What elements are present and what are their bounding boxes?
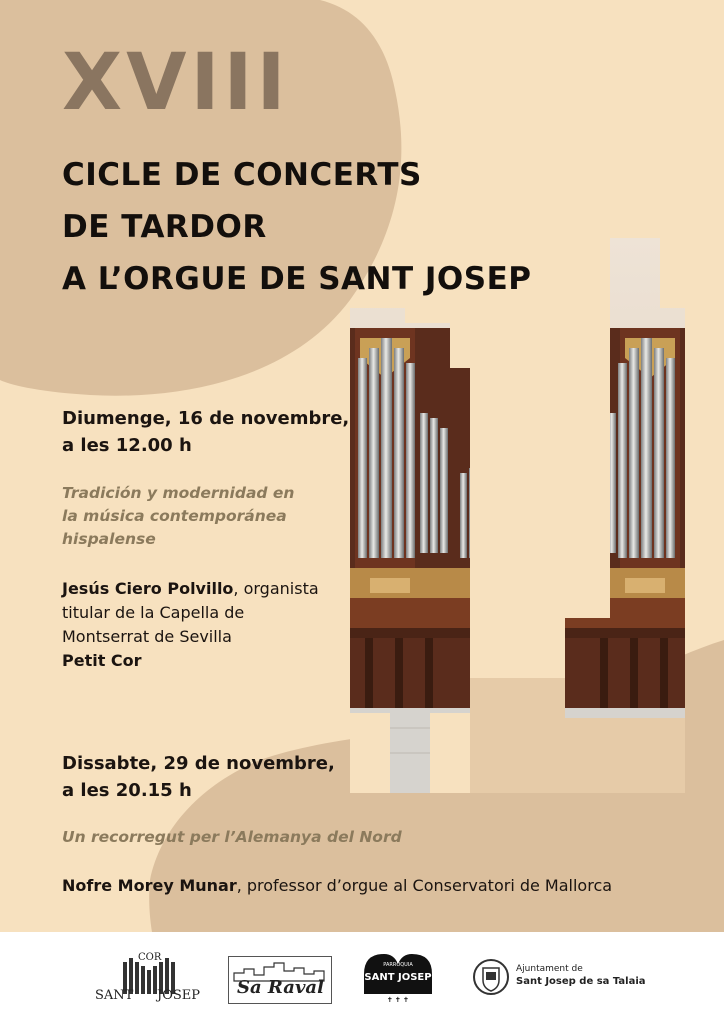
concert-2-performer-line xyxy=(62,874,682,898)
concert-1-date-line-2: a les 12.00 h xyxy=(62,435,192,456)
title-line-3: A L’ORGUE DE SANT JOSEP xyxy=(62,261,532,297)
ajuntament-line-2: Sant Josep de sa Talaia xyxy=(516,976,646,987)
edition-number: XVIII xyxy=(62,38,290,128)
concert-2-performer-name: Nofre Morey Munar xyxy=(62,876,237,895)
concert-1-performer-role-1: , organista xyxy=(233,579,319,598)
parroquia-sant-josep-logo xyxy=(362,950,442,1010)
concert-1-performer-role-2: titular de la Capella de xyxy=(62,603,245,622)
cor-logo-top: COR xyxy=(138,952,162,963)
sponsor-footer xyxy=(0,932,724,1024)
concert-1-date-line-1: Diumenge, 16 de novembre, xyxy=(62,408,350,429)
concert-1-program-line-1: Tradición y modernidad en xyxy=(62,484,295,502)
title-line-1: CICLE DE CONCERTS xyxy=(62,157,422,193)
concert-1-performer-line-1 xyxy=(62,577,352,601)
concert-2-program xyxy=(62,826,562,849)
concert-1-performers xyxy=(62,577,352,673)
ajuntament-line-1: Ajuntament de xyxy=(516,964,583,974)
parroquia-label: PARRÒQUIA xyxy=(383,962,413,968)
sa-raval-logo xyxy=(228,956,332,1004)
parroquia-name: SANT JOSEP xyxy=(364,972,432,983)
concert-1-program-line-3: hispalense xyxy=(62,530,156,548)
svg-text:✝ ✝ ✝: ✝ ✝ ✝ xyxy=(386,996,410,1004)
cor-sant-josep-logo xyxy=(95,952,205,1008)
organ-image xyxy=(350,238,685,793)
concert-2-performer-role: , professor d’orgue al Conservatori de Mallorca xyxy=(236,876,613,895)
concert-1-choir-name: Petit Cor xyxy=(62,651,142,670)
sa-raval-text: Sa Raval xyxy=(237,977,324,998)
cor-logo-josep: JOSEP xyxy=(157,988,201,1003)
ajuntament-logo xyxy=(472,958,646,1000)
cor-logo-sant: SANT xyxy=(95,988,134,1003)
concert-2-performers xyxy=(62,874,682,898)
coat-of-arms-icon xyxy=(472,958,510,998)
concert-1-choir xyxy=(62,649,352,673)
concert-1-program xyxy=(62,482,352,551)
concert-2-date-line-1: Dissabte, 29 de novembre, xyxy=(62,753,335,774)
concert-2 xyxy=(62,750,352,804)
concert-1-performer-role-3: Montserrat de Sevilla xyxy=(62,627,232,646)
title-line-2: DE TARDOR xyxy=(62,209,267,245)
concert-1-performer-name: Jesús Ciero Polvillo xyxy=(62,579,234,598)
concert-2-date-line-2: a les 20.15 h xyxy=(62,780,192,801)
concert-1 xyxy=(62,405,352,459)
concert-1-program-line-2: la música contemporánea xyxy=(62,507,287,525)
concert-2-program-title: Un recorregut per l’Alemanya del Nord xyxy=(62,828,402,846)
